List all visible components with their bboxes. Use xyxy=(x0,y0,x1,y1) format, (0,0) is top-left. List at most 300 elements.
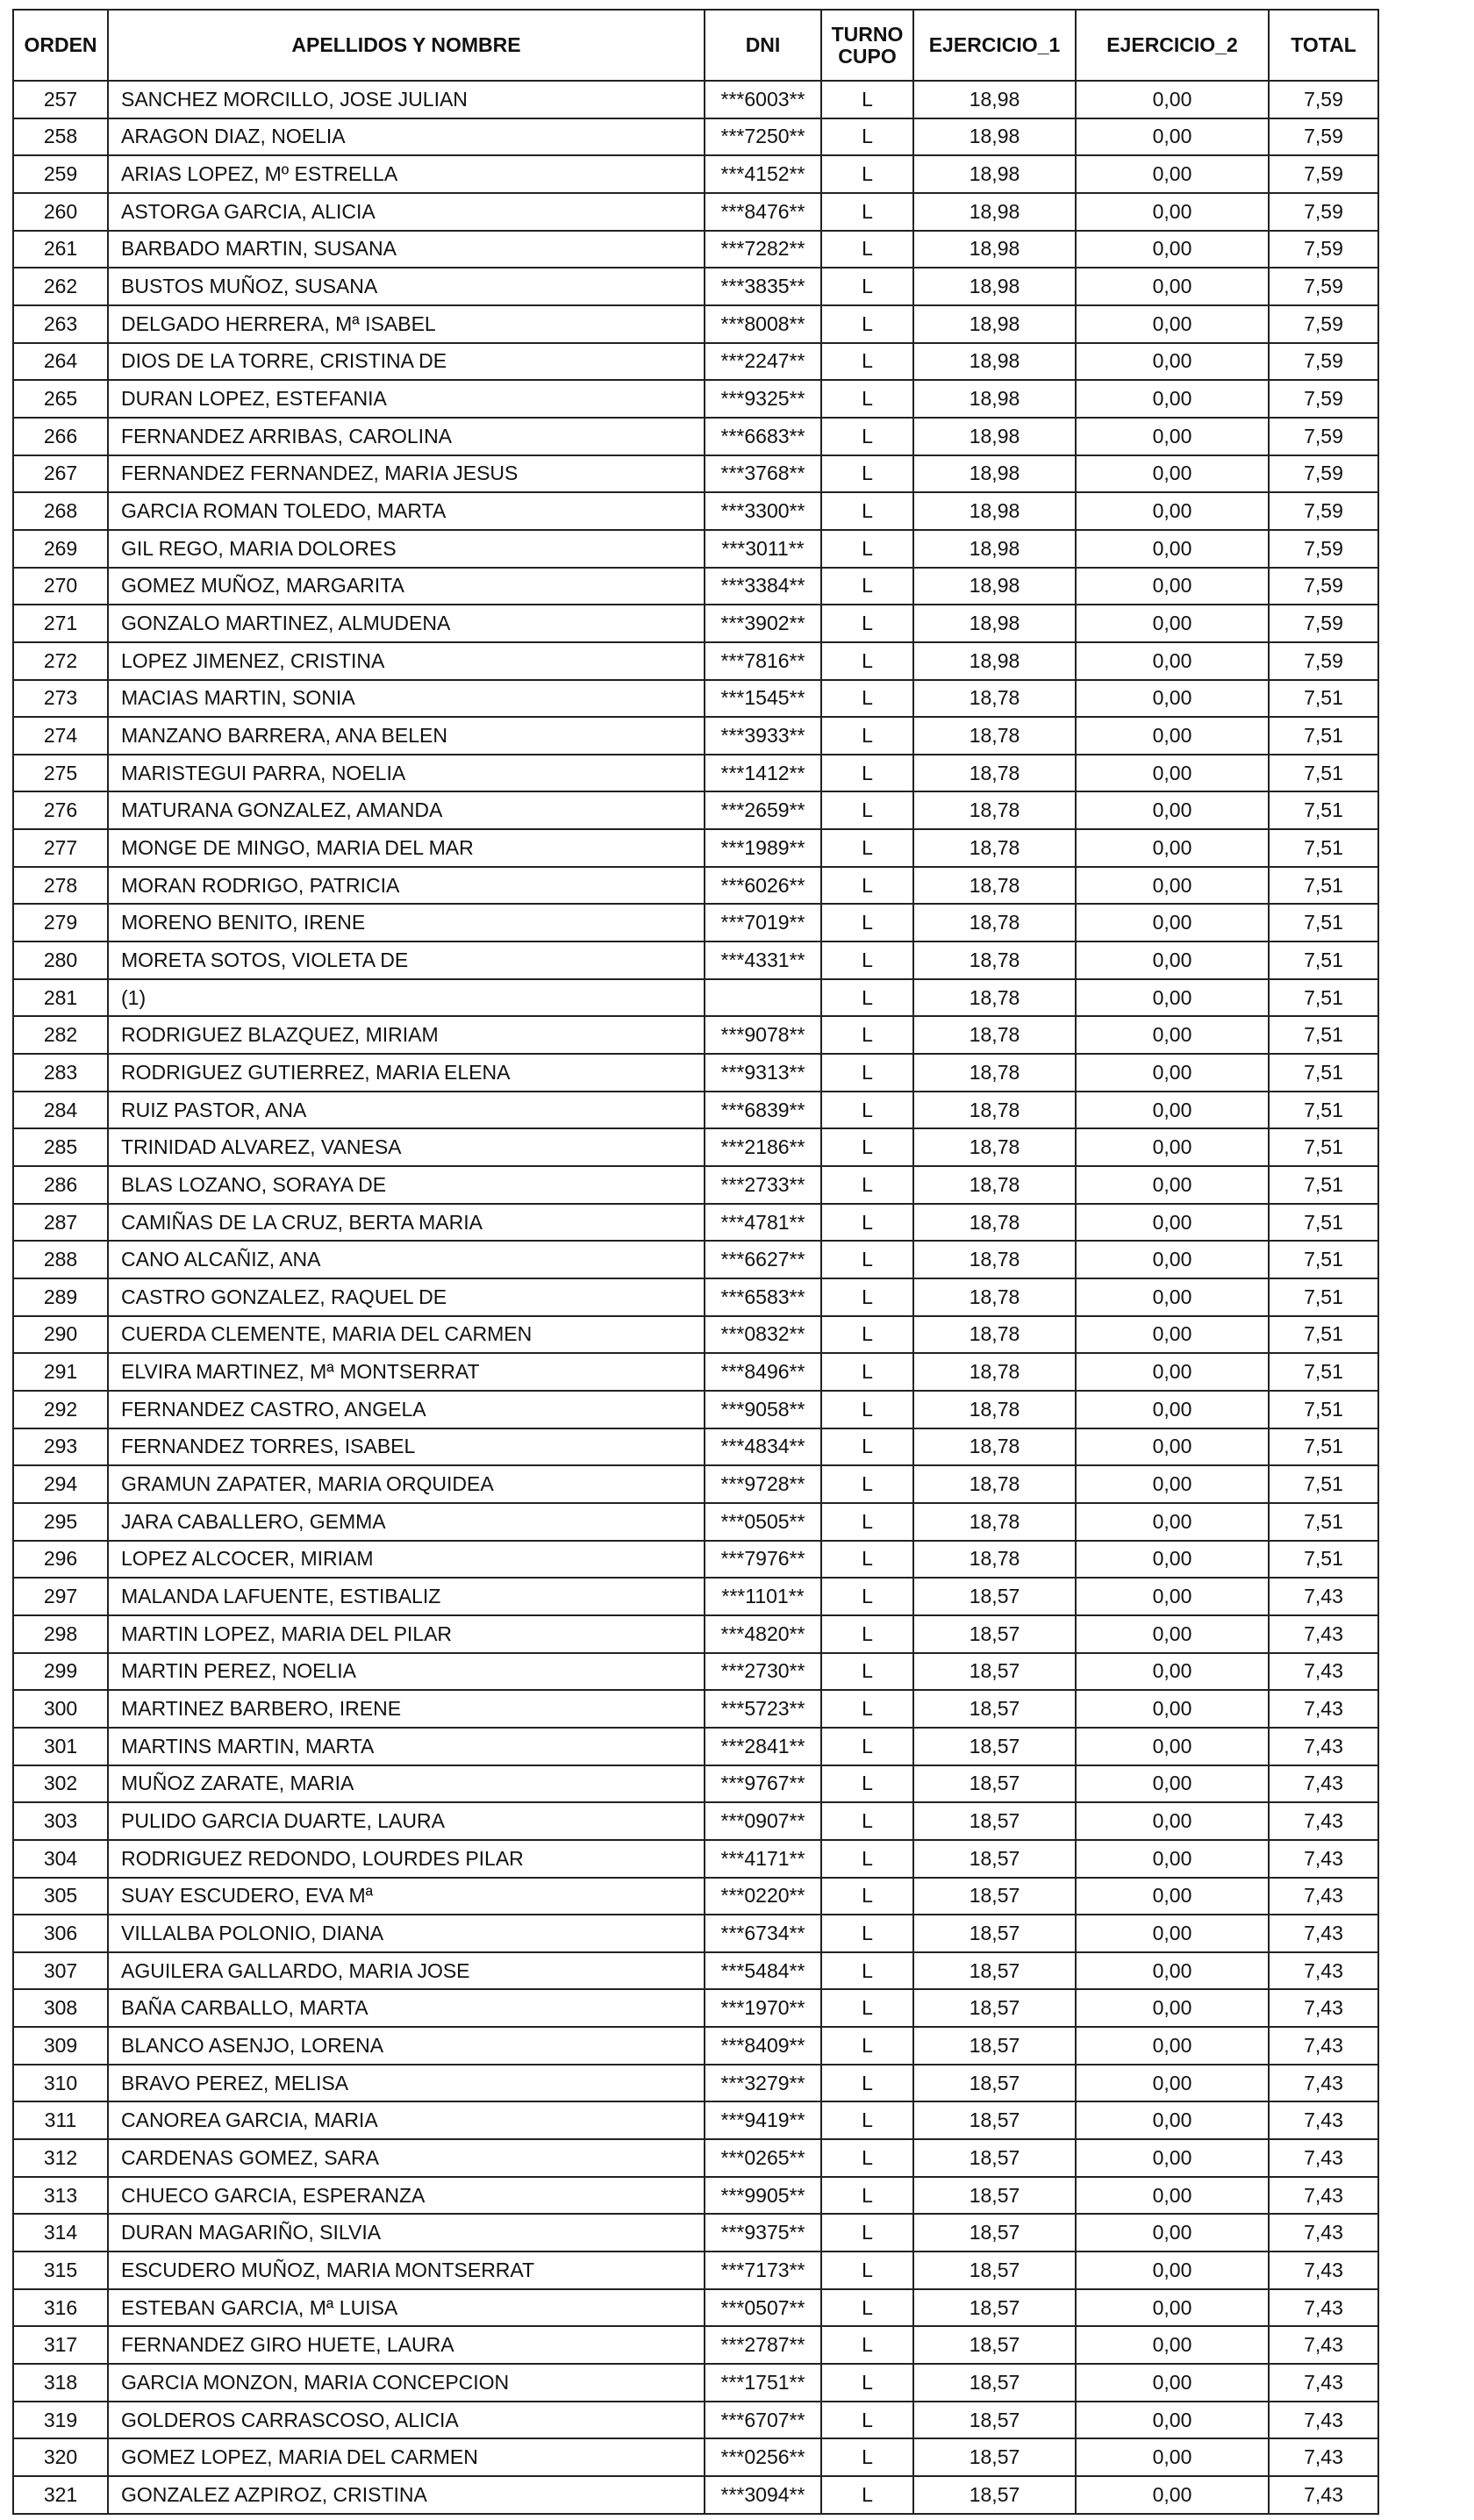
dni-cell: ***0256** xyxy=(705,2438,821,2476)
ejercicio-1-cell: 18,57 xyxy=(913,2027,1076,2065)
total-cell: 7,43 xyxy=(1269,1578,1378,1615)
ejercicio-1-cell: 18,78 xyxy=(913,717,1076,755)
ejercicio-2-cell: 0,00 xyxy=(1076,829,1269,867)
nombre-cell: ASTORGA GARCIA, ALICIA xyxy=(108,193,705,231)
total-cell: 7,51 xyxy=(1269,904,1378,941)
dni-cell: ***1412** xyxy=(705,755,821,792)
ejercicio-2-cell: 0,00 xyxy=(1076,867,1269,905)
turno-cell: L xyxy=(821,118,913,156)
table-row xyxy=(13,305,1378,343)
ejercicio-1-cell: 18,78 xyxy=(913,979,1076,1017)
total-cell: 7,51 xyxy=(1269,1428,1378,1466)
table-row xyxy=(13,941,1378,979)
ejercicio-2-cell: 0,00 xyxy=(1076,343,1269,381)
ejercicio-2-cell: 0,00 xyxy=(1076,492,1269,530)
table-body xyxy=(13,81,1378,2514)
total-cell: 7,43 xyxy=(1269,2326,1378,2364)
table-row xyxy=(13,2438,1378,2476)
nombre-cell: MACIAS MARTIN, SONIA xyxy=(108,680,705,718)
dni-cell: ***3933** xyxy=(705,717,821,755)
ejercicio-2-cell: 0,00 xyxy=(1076,1054,1269,1092)
table-row xyxy=(13,1391,1378,1428)
ejercicio-2-cell: 0,00 xyxy=(1076,1915,1269,1952)
nombre-cell: SANCHEZ MORCILLO, JOSE JULIAN xyxy=(108,81,705,118)
total-cell: 7,51 xyxy=(1269,755,1378,792)
ejercicio-2-cell: 0,00 xyxy=(1076,605,1269,642)
nombre-cell: FERNANDEZ GIRO HUETE, LAURA xyxy=(108,2326,705,2364)
total-cell: 7,43 xyxy=(1269,2402,1378,2439)
turno-cell: L xyxy=(821,717,913,755)
dni-cell: ***9058** xyxy=(705,1391,821,1428)
ejercicio-1-cell: 18,78 xyxy=(913,791,1076,829)
ejercicio-1-cell: 18,78 xyxy=(913,1054,1076,1092)
orden-cell: 282 xyxy=(13,1016,108,1054)
ejercicio-1-cell: 18,78 xyxy=(913,1465,1076,1503)
ejercicio-1-cell: 18,57 xyxy=(913,1840,1076,1878)
ejercicio-2-cell: 0,00 xyxy=(1076,1316,1269,1354)
dni-cell: ***3768** xyxy=(705,455,821,493)
dni-cell: ***6683** xyxy=(705,418,821,455)
ejercicio-1-cell: 18,78 xyxy=(913,1204,1076,1242)
turno-cell: L xyxy=(821,1092,913,1129)
orden-cell: 297 xyxy=(13,1578,108,1615)
header-row xyxy=(13,10,1378,81)
nombre-cell: ELVIRA MARTINEZ, Mª MONTSERRAT xyxy=(108,1353,705,1391)
dni-cell: ***2733** xyxy=(705,1166,821,1204)
turno-cell: L xyxy=(821,231,913,268)
nombre-cell: CASTRO GONZALEZ, RAQUEL DE xyxy=(108,1278,705,1316)
dni-cell: ***0907** xyxy=(705,1802,821,1840)
nombre-cell: FERNANDEZ FERNANDEZ, MARIA JESUS xyxy=(108,455,705,493)
table-row xyxy=(13,1989,1378,2027)
total-cell: 7,43 xyxy=(1269,2065,1378,2102)
turno-cell: L xyxy=(821,867,913,905)
dni-cell: ***7976** xyxy=(705,1541,821,1579)
dni-cell: ***1101** xyxy=(705,1578,821,1615)
table-row xyxy=(13,155,1378,193)
turno-cell: L xyxy=(821,193,913,231)
total-cell: 7,51 xyxy=(1269,1054,1378,1092)
orden-cell: 302 xyxy=(13,1765,108,1803)
table-row xyxy=(13,380,1378,418)
orden-cell: 292 xyxy=(13,1391,108,1428)
total-cell: 7,43 xyxy=(1269,1952,1378,1990)
dni-cell: ***0832** xyxy=(705,1316,821,1354)
orden-cell: 293 xyxy=(13,1428,108,1466)
orden-cell: 320 xyxy=(13,2438,108,2476)
orden-cell: 284 xyxy=(13,1092,108,1129)
ejercicio-2-cell: 0,00 xyxy=(1076,1278,1269,1316)
turno-cell: L xyxy=(821,343,913,381)
nombre-cell: GARCIA ROMAN TOLEDO, MARTA xyxy=(108,492,705,530)
nombre-cell: CHUECO GARCIA, ESPERANZA xyxy=(108,2177,705,2215)
dni-cell: ***6734** xyxy=(705,1915,821,1952)
orden-cell: 279 xyxy=(13,904,108,941)
ejercicio-2-cell: 0,00 xyxy=(1076,680,1269,718)
ejercicio-2-cell: 0,00 xyxy=(1076,380,1269,418)
nombre-cell: DELGADO HERRERA, Mª ISABEL xyxy=(108,305,705,343)
ejercicio-1-cell: 18,57 xyxy=(913,1653,1076,1691)
nombre-cell: BLANCO ASENJO, LORENA xyxy=(108,2027,705,2065)
dni-cell: ***2186** xyxy=(705,1128,821,1166)
dni-cell: ***1970** xyxy=(705,1989,821,2027)
table-row xyxy=(13,1728,1378,1765)
orden-cell: 296 xyxy=(13,1541,108,1579)
turno-cell: L xyxy=(821,1690,913,1728)
nombre-cell: AGUILERA GALLARDO, MARIA JOSE xyxy=(108,1952,705,1990)
header-turno-cupo xyxy=(821,10,913,81)
nombre-cell: TRINIDAD ALVAREZ, VANESA xyxy=(108,1128,705,1166)
ejercicio-2-cell: 0,00 xyxy=(1076,1503,1269,1541)
table-row xyxy=(13,1653,1378,1691)
ejercicio-1-cell: 18,57 xyxy=(913,2402,1076,2439)
total-cell: 7,43 xyxy=(1269,2027,1378,2065)
total-cell: 7,43 xyxy=(1269,1653,1378,1691)
orden-cell: 260 xyxy=(13,193,108,231)
ejercicio-1-cell: 18,98 xyxy=(913,81,1076,118)
ejercicio-1-cell: 18,57 xyxy=(913,2289,1076,2327)
turno-cell: L xyxy=(821,2364,913,2402)
turno-cell: L xyxy=(821,1465,913,1503)
turno-cell: L xyxy=(821,1578,913,1615)
turno-cell: L xyxy=(821,568,913,605)
ejercicio-1-cell: 18,98 xyxy=(913,380,1076,418)
orden-cell: 312 xyxy=(13,2139,108,2177)
total-cell: 7,59 xyxy=(1269,455,1378,493)
nombre-cell: RUIZ PASTOR, ANA xyxy=(108,1092,705,1129)
table-row xyxy=(13,2139,1378,2177)
orden-cell: 283 xyxy=(13,1054,108,1092)
nombre-cell: GARCIA MONZON, MARIA CONCEPCION xyxy=(108,2364,705,2402)
total-cell: 7,43 xyxy=(1269,2101,1378,2139)
dni-cell: ***9325** xyxy=(705,380,821,418)
table-row xyxy=(13,81,1378,118)
orden-cell: 277 xyxy=(13,829,108,867)
turno-cell: L xyxy=(821,305,913,343)
ejercicio-1-cell: 18,57 xyxy=(913,1989,1076,2027)
ejercicio-2-cell: 0,00 xyxy=(1076,268,1269,305)
orden-cell: 311 xyxy=(13,2101,108,2139)
dni-cell: ***9905** xyxy=(705,2177,821,2215)
table-row xyxy=(13,2027,1378,2065)
nombre-cell: BRAVO PEREZ, MELISA xyxy=(108,2065,705,2102)
ejercicio-2-cell: 0,00 xyxy=(1076,904,1269,941)
ejercicio-2-cell: 0,00 xyxy=(1076,2289,1269,2327)
turno-cell: L xyxy=(821,418,913,455)
table-row xyxy=(13,1878,1378,1915)
turno-cell: L xyxy=(821,1316,913,1354)
table-row xyxy=(13,1802,1378,1840)
ejercicio-2-cell: 0,00 xyxy=(1076,1391,1269,1428)
turno-cell: L xyxy=(821,1391,913,1428)
turno-cell: L xyxy=(821,2326,913,2364)
ejercicio-2-cell: 0,00 xyxy=(1076,1092,1269,1129)
ejercicio-2-cell: 0,00 xyxy=(1076,979,1269,1017)
nombre-cell: LOPEZ ALCOCER, MIRIAM xyxy=(108,1541,705,1579)
ejercicio-1-cell: 18,98 xyxy=(913,492,1076,530)
ejercicio-1-cell: 18,78 xyxy=(913,1541,1076,1579)
orden-cell: 295 xyxy=(13,1503,108,1541)
header-cupo: CUPO xyxy=(838,44,897,68)
ejercicio-1-cell: 18,78 xyxy=(913,1316,1076,1354)
ejercicio-2-cell: 0,00 xyxy=(1076,1653,1269,1691)
orden-cell: 262 xyxy=(13,268,108,305)
ejercicio-1-cell: 18,57 xyxy=(913,2252,1076,2289)
header-orden: ORDEN xyxy=(13,10,108,81)
table-row xyxy=(13,2101,1378,2139)
orden-cell: 313 xyxy=(13,2177,108,2215)
total-cell: 7,43 xyxy=(1269,2476,1378,2514)
orden-cell: 303 xyxy=(13,1802,108,1840)
dni-cell: ***4171** xyxy=(705,1840,821,1878)
total-cell: 7,43 xyxy=(1269,1802,1378,1840)
dni-cell: ***9728** xyxy=(705,1465,821,1503)
orden-cell: 309 xyxy=(13,2027,108,2065)
table-row xyxy=(13,2252,1378,2289)
ejercicio-2-cell: 0,00 xyxy=(1076,455,1269,493)
table-row xyxy=(13,1428,1378,1466)
nombre-cell: BARBADO MARTIN, SUSANA xyxy=(108,231,705,268)
dni-cell: ***9767** xyxy=(705,1765,821,1803)
ejercicio-2-cell: 0,00 xyxy=(1076,1541,1269,1579)
turno-cell: L xyxy=(821,1541,913,1579)
orden-cell: 266 xyxy=(13,418,108,455)
ejercicio-1-cell: 18,57 xyxy=(913,1802,1076,1840)
nombre-cell: RODRIGUEZ REDONDO, LOURDES PILAR xyxy=(108,1840,705,1878)
ejercicio-2-cell: 0,00 xyxy=(1076,1016,1269,1054)
orden-cell: 318 xyxy=(13,2364,108,2402)
ejercicio-2-cell: 0,00 xyxy=(1076,231,1269,268)
ejercicio-2-cell: 0,00 xyxy=(1076,2438,1269,2476)
ejercicio-1-cell: 18,78 xyxy=(913,1278,1076,1316)
orden-cell: 294 xyxy=(13,1465,108,1503)
turno-cell: L xyxy=(821,1428,913,1466)
ejercicio-2-cell: 0,00 xyxy=(1076,418,1269,455)
nombre-cell: GRAMUN ZAPATER, MARIA ORQUIDEA xyxy=(108,1465,705,1503)
orden-cell: 268 xyxy=(13,492,108,530)
nombre-cell: JARA CABALLERO, GEMMA xyxy=(108,1503,705,1541)
total-cell: 7,51 xyxy=(1269,1278,1378,1316)
dni-cell: ***9419** xyxy=(705,2101,821,2139)
turno-cell: L xyxy=(821,455,913,493)
turno-cell: L xyxy=(821,2476,913,2514)
total-cell: 7,51 xyxy=(1269,1166,1378,1204)
dni-cell: ***1545** xyxy=(705,680,821,718)
turno-cell: L xyxy=(821,1840,913,1878)
orden-cell: 288 xyxy=(13,1241,108,1278)
dni-cell: ***3835** xyxy=(705,268,821,305)
nombre-cell: PULIDO GARCIA DUARTE, LAURA xyxy=(108,1802,705,1840)
nombre-cell: CUERDA CLEMENTE, MARIA DEL CARMEN xyxy=(108,1316,705,1354)
ejercicio-2-cell: 0,00 xyxy=(1076,1353,1269,1391)
header-total: TOTAL xyxy=(1269,10,1378,81)
dni-cell: ***6627** xyxy=(705,1241,821,1278)
turno-cell: L xyxy=(821,2027,913,2065)
table-row xyxy=(13,1690,1378,1728)
total-cell: 7,59 xyxy=(1269,492,1378,530)
total-cell: 7,51 xyxy=(1269,1316,1378,1354)
orden-cell: 258 xyxy=(13,118,108,156)
header-ejercicio-1: EJERCICIO_1 xyxy=(913,10,1076,81)
dni-cell: ***4834** xyxy=(705,1428,821,1466)
nombre-cell: GOLDEROS CARRASCOSO, ALICIA xyxy=(108,2402,705,2439)
dni-cell: ***3094** xyxy=(705,2476,821,2514)
ejercicio-2-cell: 0,00 xyxy=(1076,1802,1269,1840)
dni-cell: ***7816** xyxy=(705,642,821,680)
ejercicio-1-cell: 18,57 xyxy=(913,1615,1076,1653)
ejercicio-2-cell: 0,00 xyxy=(1076,755,1269,792)
turno-cell: L xyxy=(821,1765,913,1803)
ejercicio-2-cell: 0,00 xyxy=(1076,2101,1269,2139)
total-cell: 7,51 xyxy=(1269,829,1378,867)
total-cell: 7,59 xyxy=(1269,642,1378,680)
ejercicio-2-cell: 0,00 xyxy=(1076,1428,1269,1466)
nombre-cell: CANO ALCAÑIZ, ANA xyxy=(108,1241,705,1278)
ejercicio-1-cell: 18,78 xyxy=(913,1391,1076,1428)
table-row xyxy=(13,1204,1378,1242)
dni-cell: ***7173** xyxy=(705,2252,821,2289)
dni-cell: ***3279** xyxy=(705,2065,821,2102)
turno-cell: L xyxy=(821,1353,913,1391)
turno-cell: L xyxy=(821,380,913,418)
nombre-cell: MANZANO BARRERA, ANA BELEN xyxy=(108,717,705,755)
ejercicio-2-cell: 0,00 xyxy=(1076,2177,1269,2215)
dni-cell: ***2787** xyxy=(705,2326,821,2364)
table-row xyxy=(13,343,1378,381)
ejercicio-1-cell: 18,78 xyxy=(913,1092,1076,1129)
nombre-cell: CARDENAS GOMEZ, SARA xyxy=(108,2139,705,2177)
orden-cell: 319 xyxy=(13,2402,108,2439)
turno-cell: L xyxy=(821,2139,913,2177)
nombre-cell: BAÑA CARBALLO, MARTA xyxy=(108,1989,705,2027)
ejercicio-2-cell: 0,00 xyxy=(1076,2364,1269,2402)
turno-cell: L xyxy=(821,1241,913,1278)
total-cell: 7,59 xyxy=(1269,268,1378,305)
nombre-cell: MORENO BENITO, IRENE xyxy=(108,904,705,941)
dni-cell: ***0220** xyxy=(705,1878,821,1915)
dni-cell: ***4781** xyxy=(705,1204,821,1242)
table-row xyxy=(13,1092,1378,1129)
table-row xyxy=(13,455,1378,493)
ejercicio-2-cell: 0,00 xyxy=(1076,568,1269,605)
turno-cell: L xyxy=(821,1915,913,1952)
dni-cell: ***9313** xyxy=(705,1054,821,1092)
nombre-cell: MORETA SOTOS, VIOLETA DE xyxy=(108,941,705,979)
orden-cell: 267 xyxy=(13,455,108,493)
results-table xyxy=(12,9,1379,2515)
ejercicio-1-cell: 18,78 xyxy=(913,1503,1076,1541)
ejercicio-1-cell: 18,57 xyxy=(913,2476,1076,2514)
ejercicio-2-cell: 0,00 xyxy=(1076,1204,1269,1242)
total-cell: 7,43 xyxy=(1269,1989,1378,2027)
table-row xyxy=(13,829,1378,867)
turno-cell: L xyxy=(821,1054,913,1092)
total-cell: 7,43 xyxy=(1269,2177,1378,2215)
orden-cell: 272 xyxy=(13,642,108,680)
table-row xyxy=(13,1578,1378,1615)
orden-cell: 317 xyxy=(13,2326,108,2364)
orden-cell: 321 xyxy=(13,2476,108,2514)
orden-cell: 316 xyxy=(13,2289,108,2327)
ejercicio-2-cell: 0,00 xyxy=(1076,1878,1269,1915)
nombre-cell: SUAY ESCUDERO, EVA Mª xyxy=(108,1878,705,1915)
table-row xyxy=(13,1054,1378,1092)
nombre-cell: GOMEZ LOPEZ, MARIA DEL CARMEN xyxy=(108,2438,705,2476)
table-row xyxy=(13,680,1378,718)
total-cell: 7,59 xyxy=(1269,81,1378,118)
turno-cell: L xyxy=(821,155,913,193)
ejercicio-1-cell: 18,98 xyxy=(913,305,1076,343)
total-cell: 7,59 xyxy=(1269,231,1378,268)
table-row xyxy=(13,492,1378,530)
total-cell: 7,43 xyxy=(1269,2364,1378,2402)
orden-cell: 273 xyxy=(13,680,108,718)
dni-cell: ***2659** xyxy=(705,791,821,829)
turno-cell: L xyxy=(821,979,913,1017)
ejercicio-2-cell: 0,00 xyxy=(1076,642,1269,680)
orden-cell: 270 xyxy=(13,568,108,605)
table-row xyxy=(13,118,1378,156)
nombre-cell: MUÑOZ ZARATE, MARIA xyxy=(108,1765,705,1803)
dni-cell: ***5723** xyxy=(705,1690,821,1728)
ejercicio-2-cell: 0,00 xyxy=(1076,2214,1269,2252)
turno-cell: L xyxy=(821,1128,913,1166)
ejercicio-1-cell: 18,57 xyxy=(913,2101,1076,2139)
total-cell: 7,51 xyxy=(1269,1016,1378,1054)
turno-cell: L xyxy=(821,680,913,718)
total-cell: 7,51 xyxy=(1269,1353,1378,1391)
table-row xyxy=(13,568,1378,605)
ejercicio-1-cell: 18,78 xyxy=(913,1428,1076,1466)
table-row xyxy=(13,642,1378,680)
nombre-cell: RODRIGUEZ BLAZQUEZ, MIRIAM xyxy=(108,1016,705,1054)
ejercicio-1-cell: 18,78 xyxy=(913,755,1076,792)
orden-cell: 291 xyxy=(13,1353,108,1391)
dni-cell: ***0505** xyxy=(705,1503,821,1541)
ejercicio-1-cell: 18,98 xyxy=(913,530,1076,568)
ejercicio-1-cell: 18,98 xyxy=(913,155,1076,193)
dni-cell: ***6839** xyxy=(705,1092,821,1129)
table-row xyxy=(13,1840,1378,1878)
dni-cell: ***8496** xyxy=(705,1353,821,1391)
ejercicio-2-cell: 0,00 xyxy=(1076,2252,1269,2289)
table-row xyxy=(13,1915,1378,1952)
ejercicio-1-cell: 18,57 xyxy=(913,2326,1076,2364)
nombre-cell: ARAGON DIAZ, NOELIA xyxy=(108,118,705,156)
ejercicio-1-cell: 18,57 xyxy=(913,1915,1076,1952)
ejercicio-1-cell: 18,57 xyxy=(913,1765,1076,1803)
ejercicio-1-cell: 18,57 xyxy=(913,2214,1076,2252)
orden-cell: 276 xyxy=(13,791,108,829)
nombre-cell: MALANDA LAFUENTE, ESTIBALIZ xyxy=(108,1578,705,1615)
dni-cell: ***4820** xyxy=(705,1615,821,1653)
ejercicio-2-cell: 0,00 xyxy=(1076,155,1269,193)
ejercicio-2-cell: 0,00 xyxy=(1076,1128,1269,1166)
dni-cell xyxy=(705,979,821,1017)
turno-cell: L xyxy=(821,2289,913,2327)
total-cell: 7,43 xyxy=(1269,2214,1378,2252)
table-row xyxy=(13,791,1378,829)
table-row xyxy=(13,1765,1378,1803)
total-cell: 7,51 xyxy=(1269,1503,1378,1541)
turno-cell: L xyxy=(821,1166,913,1204)
total-cell: 7,51 xyxy=(1269,1465,1378,1503)
nombre-cell: FERNANDEZ TORRES, ISABEL xyxy=(108,1428,705,1466)
turno-cell: L xyxy=(821,2065,913,2102)
dni-cell: ***6583** xyxy=(705,1278,821,1316)
table-row xyxy=(13,1952,1378,1990)
total-cell: 7,59 xyxy=(1269,305,1378,343)
